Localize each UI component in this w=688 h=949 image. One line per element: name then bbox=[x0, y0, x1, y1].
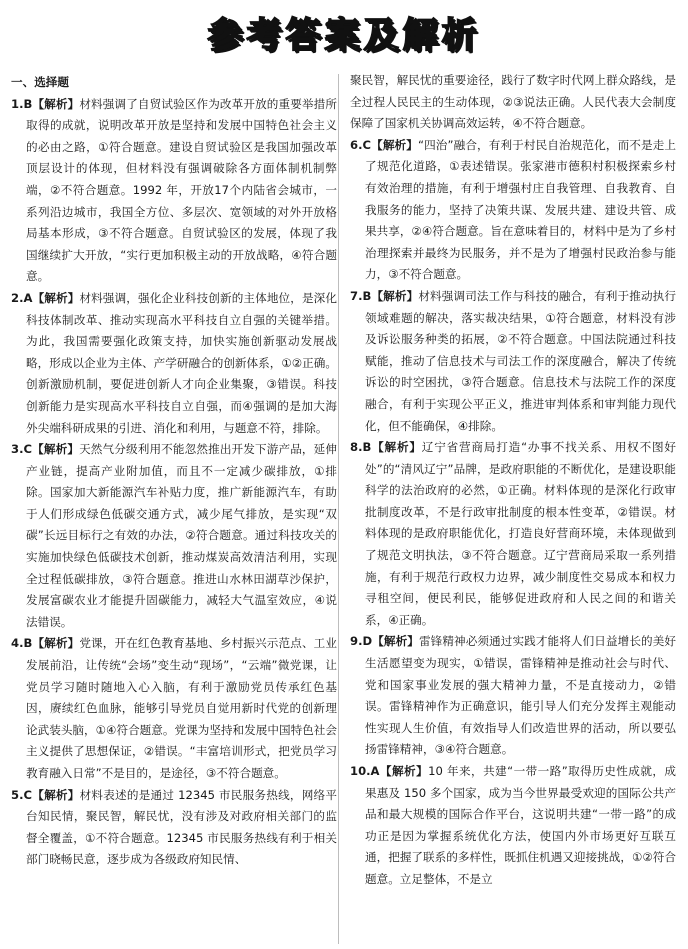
answer-key bbox=[11, 636, 32, 650]
answer-letter: D bbox=[362, 634, 373, 649]
analysis-tag: 【解析】 bbox=[371, 137, 418, 152]
analysis-tag: 【解析】 bbox=[32, 290, 80, 305]
answer-key bbox=[350, 440, 371, 454]
answer-key bbox=[350, 634, 372, 648]
right-column bbox=[350, 70, 676, 891]
left-column bbox=[11, 72, 337, 871]
answer-key bbox=[11, 442, 32, 456]
answer-key bbox=[11, 97, 32, 111]
answer-letter: B bbox=[362, 288, 372, 303]
analysis-text: 党课，开在红色教育基地、乡村振兴示范点、工业发展前沿，让传统“会场”变生动“现场”，“云端”微党课，让党员学习随时随地入心入脑，有利于激励党员传承红色基因，赓续红色血脉，能够引导党员自觉用新时代党的创新理论武装头脑，①④符合题意。党课为坚持和发展中国特色社会主义提供了思想保证，②错误。“丰富培训形式，把党员学习教育融入日常”不是目的，是途径，③不符合题意。 bbox=[26, 636, 337, 780]
answer-item bbox=[11, 94, 337, 288]
analysis-text: “四治”融合，有利于村民自治规范化，而不是走上了规范化道路，①表述错误。张家港市德积村积极探索乡村有效治理的措施，有利于增强村庄自我管理、自我教育、自我服务的能力，坚持了决策共谋、发展共建、建设共管、成果共享，②④符合题意。旨在意味着目的，材料中是为了乡村治理探索并最终为民服务，并不是为了增强村民政治参与能力，③不符合题意。 bbox=[365, 137, 676, 282]
answer-item bbox=[350, 631, 676, 761]
analysis-tag: 【解析】 bbox=[371, 288, 419, 303]
answer-key bbox=[11, 291, 32, 305]
answer-letter: A bbox=[23, 290, 33, 305]
answer-letter: C bbox=[362, 137, 371, 152]
question-number: 4. bbox=[11, 636, 24, 651]
answer-item bbox=[11, 439, 337, 633]
analysis-text: 材料强调司法工作与科技的融合，有利于推动执行领域难题的解决，落实裁决结果，①符合题意，材料没有涉及诉讼服务种类的拓展，②不符合题意。中国法院通过科技赋能，推动了信息技术与司法工作的深度融合，解决了传统诉讼的时空困扰，③符合题意。信息技术与法院工作的深度融合，有利于实现公平正义，推进审判体系和审判能力现代化，但不能确保，④排除。 bbox=[365, 288, 676, 433]
question-number: 5. bbox=[11, 787, 24, 802]
analysis-text: 材料强调了自贸试验区作为改革开放的重要举措所取得的成就，说明改革开放是坚持和发展中国特色社会主义的必由之路，①符合题意。建设自贸试验区是我国加强改革顶层设计的体现，但材料没有强调破除各方面体制机制弊端，②不符合题意。1992 年，开放17个内陆省会城市，一系列沿边城市，我国全方位、多层次、宽领域的对外开放格局基本形成，③不符合题意。自贸试验区的发展，体现了我国继续扩大开放，“实行更加积极主动的开放战略，④符合题意。 bbox=[26, 96, 337, 284]
answer-key bbox=[350, 138, 371, 152]
question-number: 6. bbox=[350, 137, 363, 152]
analysis-text: 材料强调，强化企业科技创新的主体地位，是深化科技体制改革、推动实现高水平科技自立自强的关键举措。为此，我国需要强化政策支持，加快实施创新驱动发展战略，形成以企业为主体、产学研融合的创新体系，①②正确。创新激励机制，要促进创新人才向企业集聚，③错误。科技创新能力是实现高水平科技自立自强，而④强调的是加大海外尖端科研成果的引进、消化和利用，与题意不符，排除。 bbox=[26, 290, 337, 435]
question-number: 1. bbox=[11, 96, 24, 111]
column-divider bbox=[338, 74, 339, 944]
analysis-text: 辽宁省营商局打造“办事不找关系、用权不图好处”的“清风辽宁”品牌，是政府职能的不断优化，是建设职能科学的法治政府的必然，①正确。材料体现的是深化行政审批制度改革，不是行政审批制度的根本性变革，②错误。材料体现的是政府职能优化，打造良好营商环境，未体现做到了规范文明执法，③不符合题意。辽宁营商局采取一系列措施，有利于规范行政权力边界，减少制度性交易成本和权力寻租空间，便民利民，能够促进政府和人民之间的和谐关系，④正确。 bbox=[365, 440, 676, 627]
answer-letter: A bbox=[370, 764, 380, 778]
analysis-tag: 【解析】 bbox=[32, 636, 80, 651]
answer-letter: C bbox=[23, 442, 32, 457]
question-number: 10. bbox=[350, 764, 371, 778]
answer-item bbox=[350, 135, 676, 286]
answer-letter: B bbox=[362, 440, 372, 455]
answer-item bbox=[350, 761, 676, 891]
right-answer-list bbox=[350, 135, 676, 891]
answer-item bbox=[350, 437, 676, 631]
question-number: 2. bbox=[11, 290, 24, 305]
question-number: 8. bbox=[350, 440, 363, 455]
continued-paragraph: 聚民智，解民忧的重要途径，践行了数字时代网上群众路线，是全过程人民民主的生动体现，②③说法正确。人民代表大会制度保障了国家机关协调高效运转，④不符合题意。 bbox=[350, 73, 676, 131]
answer-item bbox=[11, 633, 337, 784]
analysis-tag: 【解析】 bbox=[371, 440, 422, 455]
answer-letter: C bbox=[23, 787, 32, 802]
analysis-tag: 【解析】 bbox=[372, 634, 419, 649]
analysis-text: 10 年来，共建“一带一路”取得历史性成就，成果惠及 150 多个国家，成为当今世界最受欢迎的国际公共产品和最大规模的国际合作平台，这说明共建“一带一路”的成功正是因为掌握系统优化方法，使国内外市场更好互联互通，把握了联系的多样性，既抓住机遇又迎接挑战，①②符合题意。立足整体，不是立 bbox=[365, 764, 676, 886]
analysis-text: 天然气分级利用不能忽然推出开发下游产品，延伸产业链，提高产业附加值，而且不一定减少碳排放，①排除。国家加大新能源汽车补贴力度，推广新能源汽车，有助于人们形成绿色低碳交通方式，减少尾气排放，是实现“双碳”长远目标行之有效的办法，②符合题意。通过科技攻关的实施加快绿色低碳技术创新，推动煤炭高效清洁利用，实现全过程低碳排放，③符合题意。推进山水林田湖草沙保护，发展富碳农业才能提升固碳能力，减轻大气温室效应，④说法错误。 bbox=[26, 442, 337, 629]
analysis-tag: 【解析】 bbox=[32, 96, 80, 111]
analysis-text: 材料表述的是通过 12345 市民服务热线，网络平台知民情，聚民智，解民忧，没有涉及对政府相关部门的监督全覆盖，①不符合题意。12345 市民服务热线有利于相关部门晓畅民意，逐步成为各级政府知民情、 bbox=[26, 787, 337, 867]
question-number: 3. bbox=[11, 442, 24, 457]
answer-item bbox=[11, 288, 337, 439]
left-answer-list bbox=[11, 94, 337, 871]
answer-item bbox=[11, 785, 337, 871]
analysis-text: 雷锋精神必须通过实践才能将人们日益增长的美好生活愿望变为现实，①错误，雷锋精神是推动社会与时代、党和国家事业发展的强大精神力量，不是直接动力，②错误。雷锋精神作为正确意识，能引导人们充分发挥主观能动性实现人生价值，有效指导人们改造世界的活动，所以要弘扬雷锋精神，③④符合题意。 bbox=[365, 634, 676, 757]
answer-key bbox=[350, 289, 371, 303]
analysis-tag: 【解析】 bbox=[32, 787, 80, 802]
page-title: 参考答案及解析 bbox=[207, 16, 481, 56]
answer-key bbox=[350, 764, 380, 778]
analysis-tag: 【解析】 bbox=[379, 764, 429, 778]
answer-letter: B bbox=[23, 636, 33, 651]
header bbox=[0, 0, 688, 66]
answer-item bbox=[350, 286, 676, 437]
question-number: 7. bbox=[350, 288, 363, 303]
answer-key bbox=[11, 788, 32, 802]
analysis-tag: 【解析】 bbox=[32, 442, 80, 457]
answer-letter: B bbox=[23, 96, 33, 111]
section-heading: 一、选择题 bbox=[11, 75, 69, 89]
question-number: 9. bbox=[350, 634, 363, 649]
